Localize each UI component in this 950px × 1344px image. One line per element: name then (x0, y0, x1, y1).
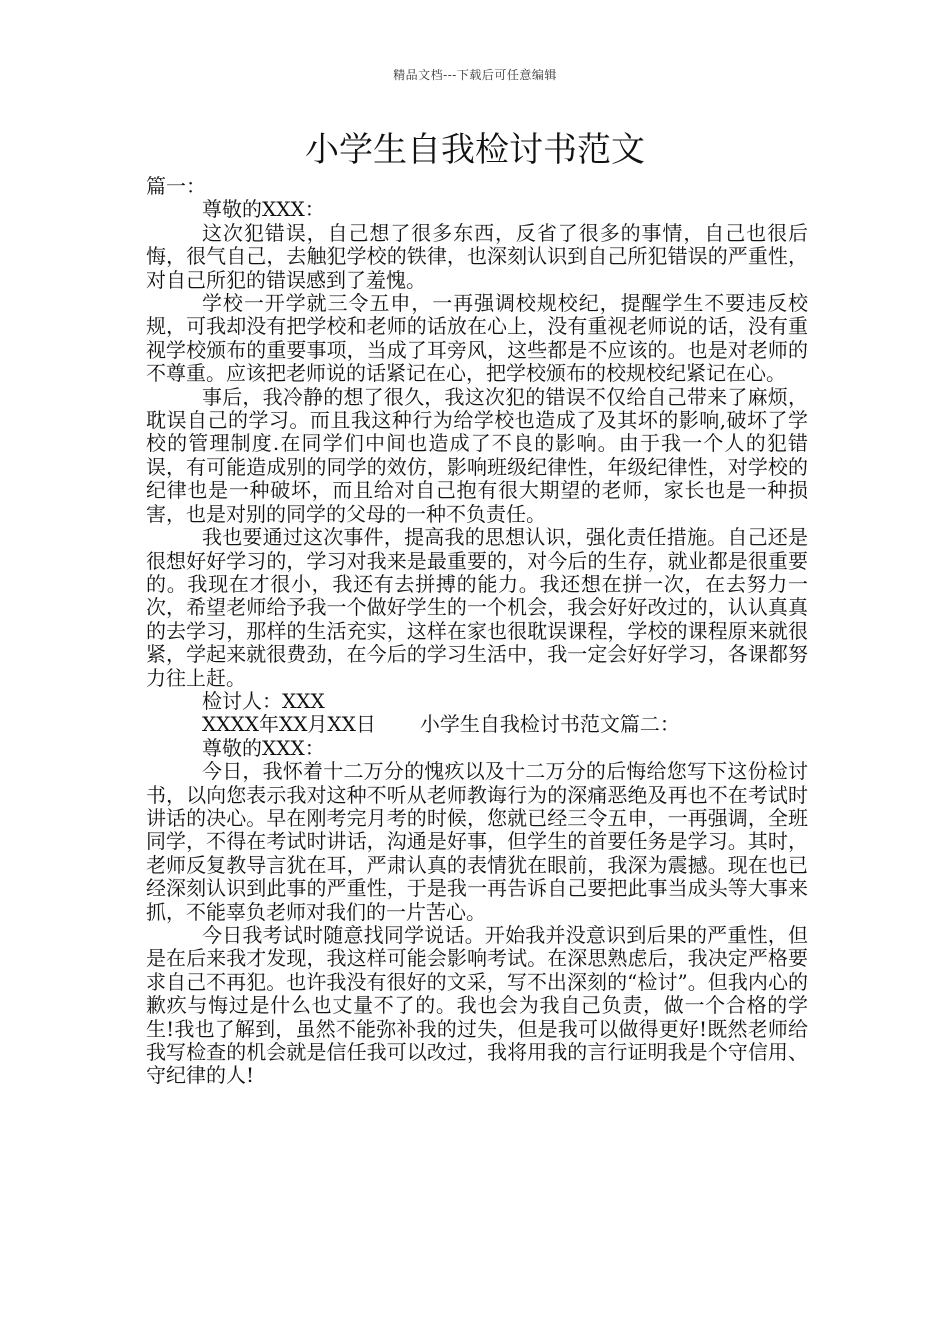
paragraph: 学校一开学就三令五申，一再强调校规校纪，提醒学生不要违反校规，可我却没有把学校和老师的话放在心上，没有重视老师说的话，没有重视学校颁布的重要事项，当成了耳旁风，这些都是不应该的。也是对老师的不尊重。应该把老师说的话紧记在心，把学校颁布的校规校纪紧记在心。 (146, 291, 808, 386)
signer-line: 检讨人：XXX (202, 688, 325, 713)
salutation: 尊敬的XXX： (202, 197, 325, 222)
document-body (146, 175, 808, 1088)
paragraph: 事后，我冷静的想了很久，我这次犯的错误不仅给自己带来了麻烦，耽误自己的学习。而且我这种行为给学校也造成了及其坏的影响,破坏了学校的管理制度.在同学们中间也造成了不良的影响。由于我一个人的犯错误，有可能造成别的同学的效仿，影响班级纪律性，年级纪律性，对学校的纪律也是一种破坏，而且给对自己抱有很大期望的老师，家长也是一种损害，也是对别的同学的父母的一种不负责任。 (146, 384, 808, 526)
paragraph: 这次犯错误，自己想了很多东西，反省了很多的事情，自己也很后悔，很气自己，去触犯学校的铁律，也深刻认识到自己所犯错误的严重性，对自己所犯的错误感到了羞愧。 (146, 220, 808, 292)
date-and-heading-line (146, 713, 808, 736)
section-label: 篇一： (146, 174, 206, 198)
paragraph: 我也要通过这次事件，提高我的思想认识，强化责任措施。自己还是很想好好学习的，学习对我来是最重要的，对今后的生存，就业都是很重要的。我现在才很小，我还有去拼搏的能力。我还想在拼一次，在去努力一次，希望老师给予我一个做好学生的一个机会，我会好好改过的，认认真真的去学习，那样的生活充实，这样在家也很耽误课程，学校的课程原来就很紧，学起来就很费劲，在今后的学习生活中，我一定会好好学习，各课都努力往上赶。 (146, 525, 808, 690)
salutation: 尊敬的XXX： (202, 735, 325, 760)
section-heading: 小学生自我检讨书范文篇二： (419, 712, 680, 737)
paragraph: 今日我考试时随意找同学说话。开始我并没意识到后果的严重性，但是在后来我才发现，我这样可能会影响考试。在深思熟虑后，我决定严格要求自己不再犯。也许我没有很好的文采，写不出深刻的“检讨”。但我内心的歉疚与悔过是什么也丈量不了的。我也会为我自己负责，做一个合格的学生!我也了解到，虽然不能弥补我的过失，但是我可以做得更好!既然老师给我写检查的机会就是信任我可以改过，我将用我的言行证明我是个守信用、守纪律的人! (146, 923, 808, 1088)
date: XXXX年XX月XX日 (202, 712, 376, 737)
header-note: 精品文档---下载后可任意编辑 (393, 68, 557, 82)
document-title: 小学生自我检讨书范文 (305, 130, 645, 170)
paragraph: 今日，我怀着十二万分的愧疚以及十二万分的后悔给您写下这份检讨书，以向您表示我对这种不听从老师教诲行为的深痛恶绝及再也不在考试时讲话的决心。早在刚考完月考的时候，您就已经三令五申，一再强调，全班同学，不得在考试时讲话，沟通是好事，但学生的首要任务是学习。其时，老师反复教导言犹在耳，严肃认真的表情犹在眼前，我深为震撼。现在也已经深刻认识到此事的严重性，于是我一再告诉自己要把此事当成头等大事来抓，不能辜负老师对我们的一片苦心。 (146, 759, 808, 924)
